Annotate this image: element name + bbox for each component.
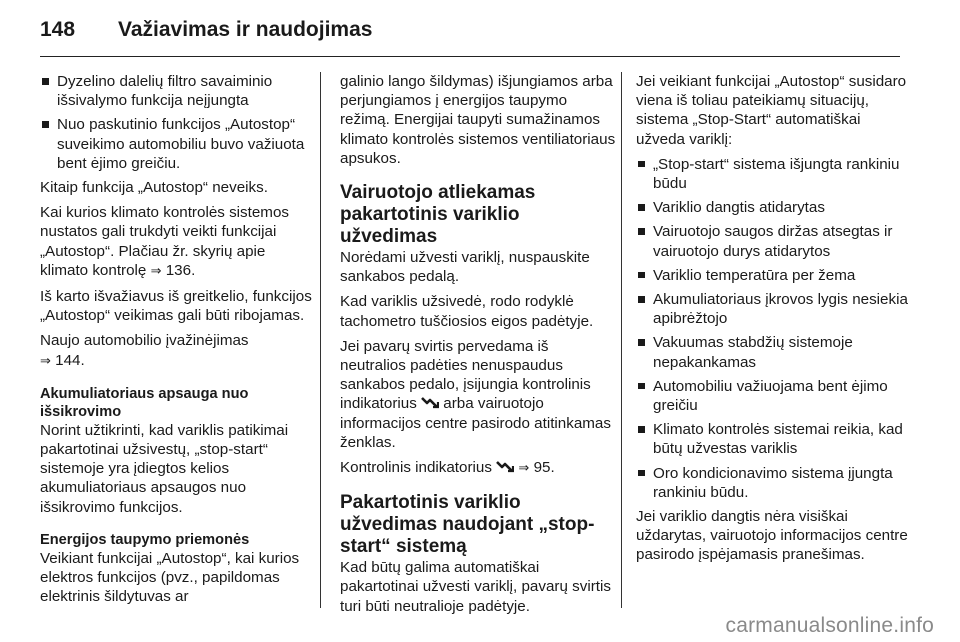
page-reference[interactable]: 144. [55,351,85,369]
subheading: Energijos taupymo priemonės [40,531,250,548]
list-item: Dyzelino dalelių filtro savaiminio išsivalymo funkcija neįjungta [40,72,312,110]
paragraph-text: Jei pavarų svirtis pervedama iš neutralios padėties nenuspaudus sankabos pedalo, įsijungia kontrolinis indikatorius [340,337,591,413]
list-item: Oro kondicionavimo sistema įjungta rankiniu būdu. [636,464,908,502]
paragraph [340,458,616,478]
subheading: Akumuliatoriaus apsauga nuo išsikrovimo [40,385,249,420]
paragraph-text: Kontrolinis indikatorius [340,459,492,477]
column-3 [636,72,908,571]
list-item: Akumuliatoriaus įkrovos lygis nesiekia apibrėžtojo [636,290,908,328]
paragraph: Norint užtikrinti, kad variklis patikimai pakartotinai užsivestų, „stop-start“ sistemoje yra įdiegtos kelios akumuliatoriaus apsaugos nuo išsikrovimo funkcijos. [40,421,289,516]
paragraph: Jei veikiant funkcijai „Autostop“ susidaro viena iš toliau pateikiamų situacijų, sistema „Stop-Start“ automatiškai užveda variklį: [636,73,907,148]
list-item: „Stop-start“ sistema išjungta rankiniu būdu [636,155,908,193]
paragraph: Iš karto išvažiavus iš greitkelio, funkcijos „Autostop“ veikimas gali būti ribojamas. [40,288,312,325]
paragraph: Norėdami užvesti variklį, nuspauskite sankabos pedalą. [340,249,590,286]
list-item: Nuo paskutinio funkcijos „Autostop“ suveikimo automobiliu buvo važiuota bent ėjimo greičiu. [40,115,312,173]
paragraph: galinio lango šildymas) išjungiamos arba perjungiamos į energijos taupymo režimą. Energijai taupyti sumažinamos klimato kontrolės sistemos ventiliatoriaus apsukos. [340,73,616,167]
watermark: carmanualsonline.info [725,614,934,637]
page-reference-arrow-icon: ⇒ [518,461,530,477]
paragraph: Kitaip funkcija „Autostop“ neveiks. [40,179,268,197]
list-item: Klimato kontrolės sistemai reikia, kad būtų užvestas variklis [636,420,908,458]
page-reference-arrow-icon: ⇒ [150,263,162,279]
paragraph [40,203,312,281]
paragraph: Kad variklis užsivedė, rodo rodyklė tachometro tuščiosios eigos padėtyje. [340,293,594,330]
paragraph-text: Kai kurios klimato kontrolės sistemos nustatos gali trukdyti veikti funkcijai „Autostop“. Plačiau žr. skyrių apie klimato kontrolę [40,204,289,279]
autostop-indicator-icon [496,460,514,474]
paragraph: Veikiant funkcijai „Autostop“, kai kurios elektros funkcijos (pvz., papildomas elektrinis šildytuvas ar [40,549,300,606]
bullet-list [40,72,312,173]
page-number: 148 [40,18,76,41]
page-title: Važiavimas ir naudojimas [118,18,373,41]
column-divider-right [621,72,622,608]
section-heading: Vairuotojo atliekamas pakartotinis variklio užvedimas [340,182,536,248]
list-item: Variklio dangtis atidarytas [636,198,908,217]
paragraph [40,331,312,370]
paragraph-text: arba vairuotojo informacijos centre pasirodo atitinkamas ženklas. [340,395,611,451]
paragraph-text: Naujo automobilio įvažinėjimas [40,332,249,350]
list-item: Vakuumas stabdžių sistemoje nepakankamas [636,333,908,371]
autostop-indicator-icon [421,396,439,410]
list-item: Automobiliu važiuojama bent ėjimo greičiu [636,377,908,415]
page-header [40,12,900,57]
paragraph [340,337,616,452]
page-reference[interactable]: 136. [165,261,196,279]
page-reference[interactable]: 95. [533,459,555,477]
list-item: Vairuotojo saugos diržas atsegtas ir vairuotojo durys atidarytos [636,222,908,260]
page-reference-arrow-icon: ⇒ [40,353,51,369]
bullet-list [636,155,908,502]
list-item: Variklio temperatūra per žema [636,266,908,285]
column-divider-left [320,72,321,608]
paragraph: Kad būtų galima automatiškai pakartotinai užvesti variklį, pavarų svirtis turi būti neutralioje padėtyje. [340,559,611,615]
column-1 [40,72,312,612]
section-heading: Pakartotinis variklio užvedimas naudojant „stop-start“ sistemą [340,492,595,558]
paragraph: Jei variklio dangtis nėra visiškai uždarytas, vairuotojo informacijos centre pasirodo įspėjamasis pranešimas. [636,508,908,564]
column-2 [340,72,616,622]
